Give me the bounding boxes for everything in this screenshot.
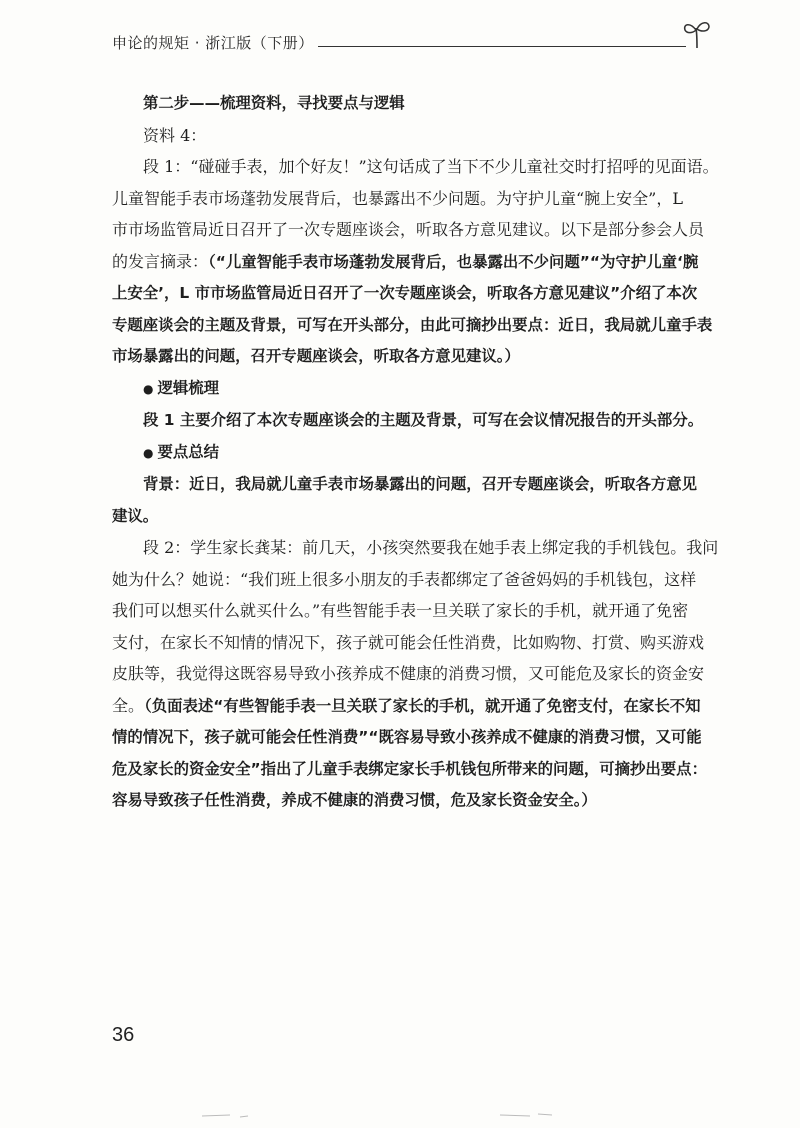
para2-line: 我们可以想买什么就买什么。”有些智能手表一旦关联了家长的手机，就开通了免密: [112, 601, 689, 620]
para1-line: 段 1：“碰碰手表，加个好友！”这句话成了当下不少儿童社交时打招呼的见面语。: [143, 157, 719, 176]
para2-note-line: 危及家长的资金安全”指出了儿童手表绑定家长手机钱包所带来的问题，可摘抄出要点：: [112, 759, 707, 778]
para1-line: 儿童智能手表市场蓬勃发展背后，也暴露出不少问题。为守护儿童“腕上安全”，L: [112, 188, 683, 208]
page-number: 36: [112, 1024, 135, 1046]
para1-note-start: （“儿童智能手表市场蓬勃发展背后，也暴露出不少问题”“为守护儿童‘腕: [208, 252, 699, 271]
summary-heading-text: 要点总结: [157, 442, 220, 461]
para2-line: 她为什么？她说：“我们班上很多小朋友的手表都绑定了爸爸妈妈的手机钱包，这样: [112, 569, 697, 589]
para1-note-line: 市场暴露出的问题，召开专题座谈会，听取各方意见建议。）: [112, 347, 520, 365]
header-rule: [318, 46, 686, 47]
bullet-icon: ●: [143, 445, 154, 460]
para2-note-line: 容易导致孩子任性消费，养成不健康的消费习惯，危及家长资金安全。）: [112, 791, 597, 809]
logic-heading-text: 逻辑梳理: [157, 378, 220, 397]
para2-line: 段 2：学生家长龚某：前几天，小孩突然要我在她手表上绑定我的手机钱包。我问: [143, 538, 719, 557]
material-label: 资料 4：: [143, 125, 207, 145]
para1-line: [112, 246, 699, 279]
para2-line: [112, 690, 701, 723]
para2-line: 皮肤等，我觉得这既容易导致小孩养成不健康的消费习惯，又可能危及家长的资金安: [112, 664, 705, 683]
sprout-icon: [682, 18, 712, 50]
para1-note-line: 上安全’，L 市市场监管局近日召开了一次专题座谈会，听取各方意见建议”介绍了本次: [112, 284, 698, 302]
scan-artifact: [200, 1110, 560, 1120]
main-content: [112, 88, 719, 817]
page-header: [112, 30, 712, 54]
logic-text: 段 1 主要介绍了本次专题座谈会的主题及背景，可写在会议情况报告的开头部分。: [143, 411, 704, 429]
para2-note-start: （负面表述“有些智能手表一旦关联了家长的手机，就开通了免密支付，在家长不知: [144, 696, 701, 715]
para2-note-line: 情的情况下，孩子就可能会任性消费”“既容易导致小孩养成不健康的消费习惯，又可能: [112, 728, 702, 746]
summary-line: 建议。: [112, 506, 159, 525]
para2-line-text: 全。: [112, 695, 145, 715]
logic-heading: [112, 373, 694, 406]
para1-note-line: 专题座谈会的主题及背景，可写在开头部分，由此可摘抄出要点：近日，我局就儿童手表: [112, 315, 713, 334]
para1-line: 市市场监管局近日召开了一次专题座谈会，听取各方意见建议。以下是部分参会人员: [112, 220, 705, 239]
step-title: 第二步——梳理资料，寻找要点与逻辑: [143, 94, 405, 112]
summary-heading: [112, 437, 694, 470]
summary-line: 背景：近日，我局就儿童手表市场暴露出的问题，召开专题座谈会，听取各方意见: [143, 475, 698, 493]
para1-line-text: 的发言摘录：: [112, 251, 209, 271]
bullet-icon: ●: [143, 381, 154, 396]
running-title: 申论的规矩 · 浙江版（下册）: [112, 34, 314, 52]
para2-line: 支付，在家长不知情的情况下，孩子就可能会任性消费，比如购物、打赏、购买游戏: [112, 632, 705, 652]
